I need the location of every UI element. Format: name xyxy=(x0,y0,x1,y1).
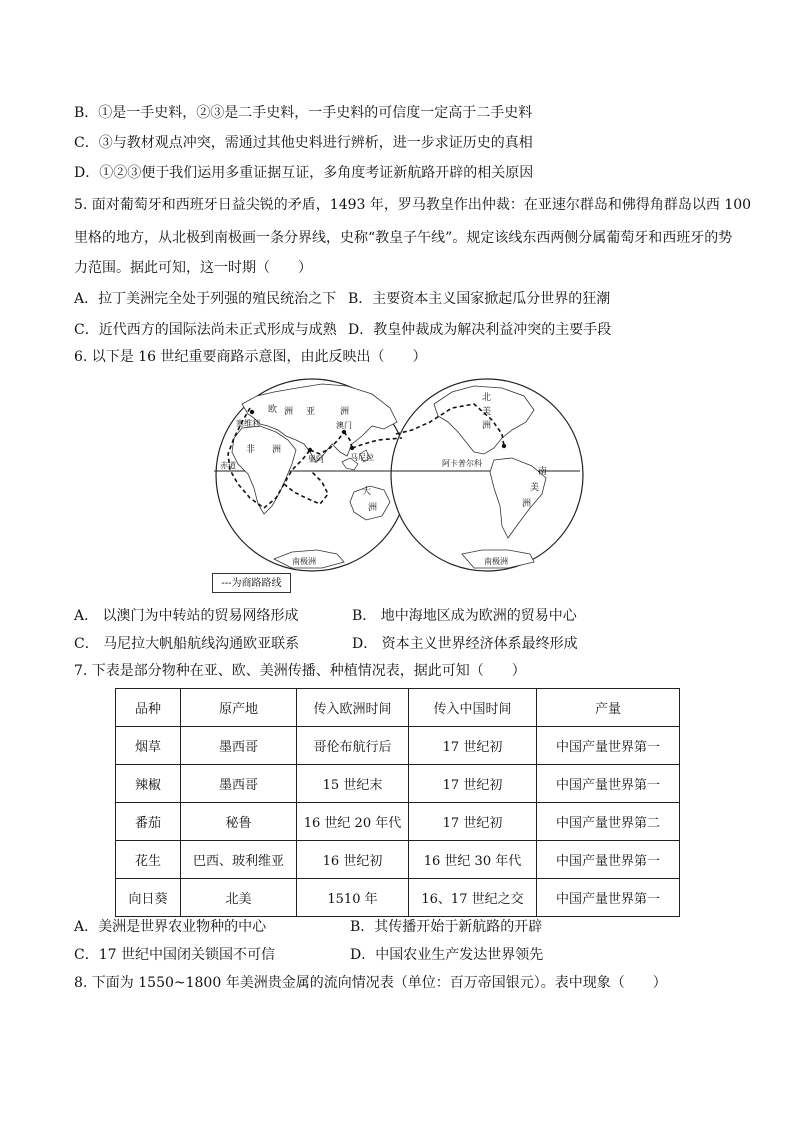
label-na-1: 北 xyxy=(482,393,492,403)
q5-stem-line2: 里格的地方，从北极到南极画一条分界线，史称“教皇子午线”。规定该线东西两侧分属葡萄牙和西班牙的势 xyxy=(74,230,733,246)
table-cell: 16 世纪 30 年代 xyxy=(409,841,537,879)
table-row xyxy=(116,765,680,803)
table-cell: 17 世纪初 xyxy=(409,765,537,803)
table-cell: 烟草 xyxy=(116,727,181,765)
table-cell: 中国产量世界第二 xyxy=(537,803,680,841)
table-cell: 向日葵 xyxy=(116,879,181,917)
q4-option-c: C．③与教材观点冲突，需通过其他史料进行辨析，进一步求证历史的真相 xyxy=(74,135,533,151)
table-cell: 中国产量世界第一 xyxy=(537,841,680,879)
q7-option-d: D．中国农业生产发达世界领先 xyxy=(350,947,544,963)
table-cell: 16 世纪初 xyxy=(297,841,409,879)
table-header-cell: 原产地 xyxy=(181,689,297,727)
table-header-cell: 产量 xyxy=(537,689,680,727)
q6-option-c: C． 马尼拉大帆船航线沟通欧亚联系 xyxy=(74,636,300,652)
q8-stem: 8. 下面为 1550~1800 年美洲贵金属的流向情况表（单位：百万帝国银元）。表中现象（ ） xyxy=(74,975,667,991)
table-header-row xyxy=(116,689,680,727)
label-seville: 塞维利 xyxy=(236,419,260,428)
label-sa-3: 洲 xyxy=(522,499,532,509)
table-header-cell: 传入欧洲时间 xyxy=(297,689,409,727)
table-cell: 17 世纪初 xyxy=(409,803,537,841)
table-cell: 北美 xyxy=(181,879,297,917)
label-equator: 赤道 xyxy=(220,461,236,470)
table-cell: 1510 年 xyxy=(297,879,409,917)
table-cell: 中国产量世界第一 xyxy=(537,879,680,917)
label-antarctica-left: 南极洲 xyxy=(292,557,316,566)
table-cell: 辣椒 xyxy=(116,765,181,803)
table-cell: 16、17 世纪之交 xyxy=(409,879,537,917)
q7-option-c: C．17 世纪中国闭关锁国不可信 xyxy=(74,947,275,963)
q6-option-a: A． 以澳门为中转站的贸易网络形成 xyxy=(74,608,299,624)
table-header-cell: 品种 xyxy=(116,689,181,727)
label-manila: 马尼拉 xyxy=(350,453,374,462)
label-sa-1: 南 xyxy=(538,467,548,477)
table-cell: 花生 xyxy=(116,841,181,879)
q7-stem: 7. 下表是部分物种在亚、欧、美洲传播、种植情况表，据此可知（ ） xyxy=(74,663,526,679)
label-goa: 果阿 xyxy=(308,455,324,464)
table-cell: 16 世纪 20 年代 xyxy=(297,803,409,841)
label-oceania-bottom: 洲 xyxy=(368,503,378,513)
q5-stem-line3: 力范围。据此可知，这一时期（ ） xyxy=(74,260,312,276)
label-antarctica-right: 南极洲 xyxy=(484,557,508,566)
map-legend: ---为商路路线 xyxy=(212,573,291,593)
table-cell: 墨西哥 xyxy=(181,765,297,803)
q5-option-c: C．近代西方的国际法尚未正式形成与成熟 xyxy=(74,322,337,338)
q6-option-d: D． 资本主义世界经济体系最终形成 xyxy=(352,636,578,652)
table-cell: 秘鲁 xyxy=(181,803,297,841)
table-cell: 17 世纪初 xyxy=(409,727,537,765)
table-cell: 巴西、玻利维亚 xyxy=(181,841,297,879)
table-cell: 哥伦布航行后 xyxy=(297,727,409,765)
trade-route-map xyxy=(212,374,584,596)
label-europe-bottom: 洲 xyxy=(284,407,294,417)
label-europe-top: 欧 xyxy=(268,405,278,415)
species-spread-table xyxy=(115,688,680,917)
trade-route-map-svg xyxy=(212,374,584,596)
label-sa-2: 美 xyxy=(530,483,540,493)
table-row xyxy=(116,879,680,917)
table-row xyxy=(116,841,680,879)
label-asia-bottom: 洲 xyxy=(340,407,350,417)
q4-option-d: D．①②③便于我们运用多重证据互证，多角度考证新航路开辟的相关原因 xyxy=(74,165,534,181)
manila-dot xyxy=(350,446,354,450)
q5-option-b: B．主要资本主义国家掀起瓜分世界的狂潮 xyxy=(348,291,611,307)
label-acapulco: 阿卡普尔科 xyxy=(442,459,482,468)
q7-option-b: B．其传播开始于新航路的开辟 xyxy=(350,919,543,935)
acapulco-dot xyxy=(502,444,506,448)
q6-stem: 6. 以下是 16 世纪重要商路示意图，由此反映出（ ） xyxy=(74,349,427,365)
table-cell: 中国产量世界第一 xyxy=(537,727,680,765)
label-oceania-top: 大 xyxy=(362,487,372,497)
q5-option-a: A．拉丁美洲完全处于列强的殖民统治之下 xyxy=(74,291,337,307)
table-cell: 15 世纪末 xyxy=(297,765,409,803)
label-africa-right: 洲 xyxy=(272,445,282,455)
q5-option-d: D．教皇仲裁成为解决利益冲突的主要手段 xyxy=(348,322,612,338)
label-africa-left: 非 xyxy=(246,445,256,455)
table-row xyxy=(116,803,680,841)
table-cell: 墨西哥 xyxy=(181,727,297,765)
q7-option-a: A．美洲是世界农业物种的中心 xyxy=(74,919,267,935)
macao-dot xyxy=(342,430,346,434)
table-header-cell: 传入中国时间 xyxy=(409,689,537,727)
goa-dot xyxy=(308,448,312,452)
seville-dot xyxy=(250,410,254,414)
q6-option-b: B． 地中海地区成为欧洲的贸易中心 xyxy=(352,608,577,624)
table-row xyxy=(116,727,680,765)
label-macao: 澳门 xyxy=(336,421,352,430)
table-cell: 中国产量世界第一 xyxy=(537,765,680,803)
q4-option-b: B．①是一手史料，②③是二手史料，一手史料的可信度一定高于二手史料 xyxy=(74,105,533,121)
q5-stem-line1: 5. 面对葡萄牙和西班牙日益尖锐的矛盾，1493 年，罗马教皇作出仲裁：在亚速尔群岛和佛得角群岛以西 100 xyxy=(74,197,752,213)
table-cell: 番茄 xyxy=(116,803,181,841)
label-na-3: 洲 xyxy=(482,421,492,431)
label-asia-top: 亚 xyxy=(306,407,316,417)
label-na-2: 美 xyxy=(482,407,492,417)
